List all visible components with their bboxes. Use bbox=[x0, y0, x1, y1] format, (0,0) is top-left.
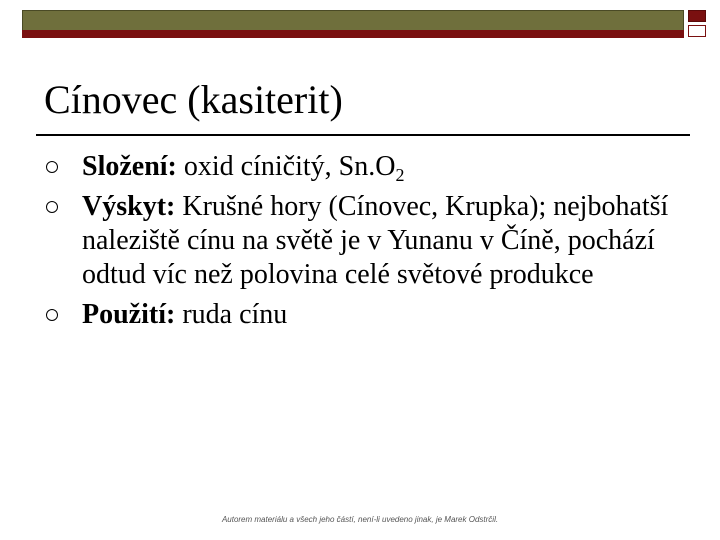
formula-subscript: 2 bbox=[395, 165, 405, 185]
corner-square-outline-icon bbox=[688, 25, 706, 37]
title-divider bbox=[36, 134, 690, 136]
bullet-item-pouziti bbox=[46, 298, 686, 332]
bullet-item-slozeni bbox=[46, 150, 686, 184]
bullet-label: Výskyt: bbox=[82, 191, 176, 222]
slide-title: Cínovec (kasiterit) bbox=[44, 77, 343, 122]
bullet-text: Krušné hory (Cínovec, Krupka); nejbohatší naleziště cínu na světě je v Yunanu v Číně, pochází odtud víc než polovina celé světové produkce bbox=[82, 191, 669, 290]
hollow-circle-bullet-icon bbox=[46, 309, 58, 321]
bullet-list bbox=[46, 150, 686, 338]
bullet-text: oxid cíničitý, Sn.O bbox=[176, 151, 396, 182]
bullet-text: ruda cínu bbox=[175, 299, 288, 330]
bullet-label: Použití: bbox=[82, 299, 176, 330]
footer-author-note: Autorem materiálu a všech jeho částí, není-li uvedeno jinak, je Marek Odstrčil. bbox=[221, 515, 499, 524]
hollow-circle-bullet-icon bbox=[46, 201, 58, 213]
bullet-item-vyskyt bbox=[46, 190, 686, 292]
bullet-label: Složení: bbox=[82, 151, 177, 182]
hollow-circle-bullet-icon bbox=[46, 161, 58, 173]
corner-square-filled-icon bbox=[688, 10, 706, 22]
header-accent-line bbox=[22, 30, 684, 38]
